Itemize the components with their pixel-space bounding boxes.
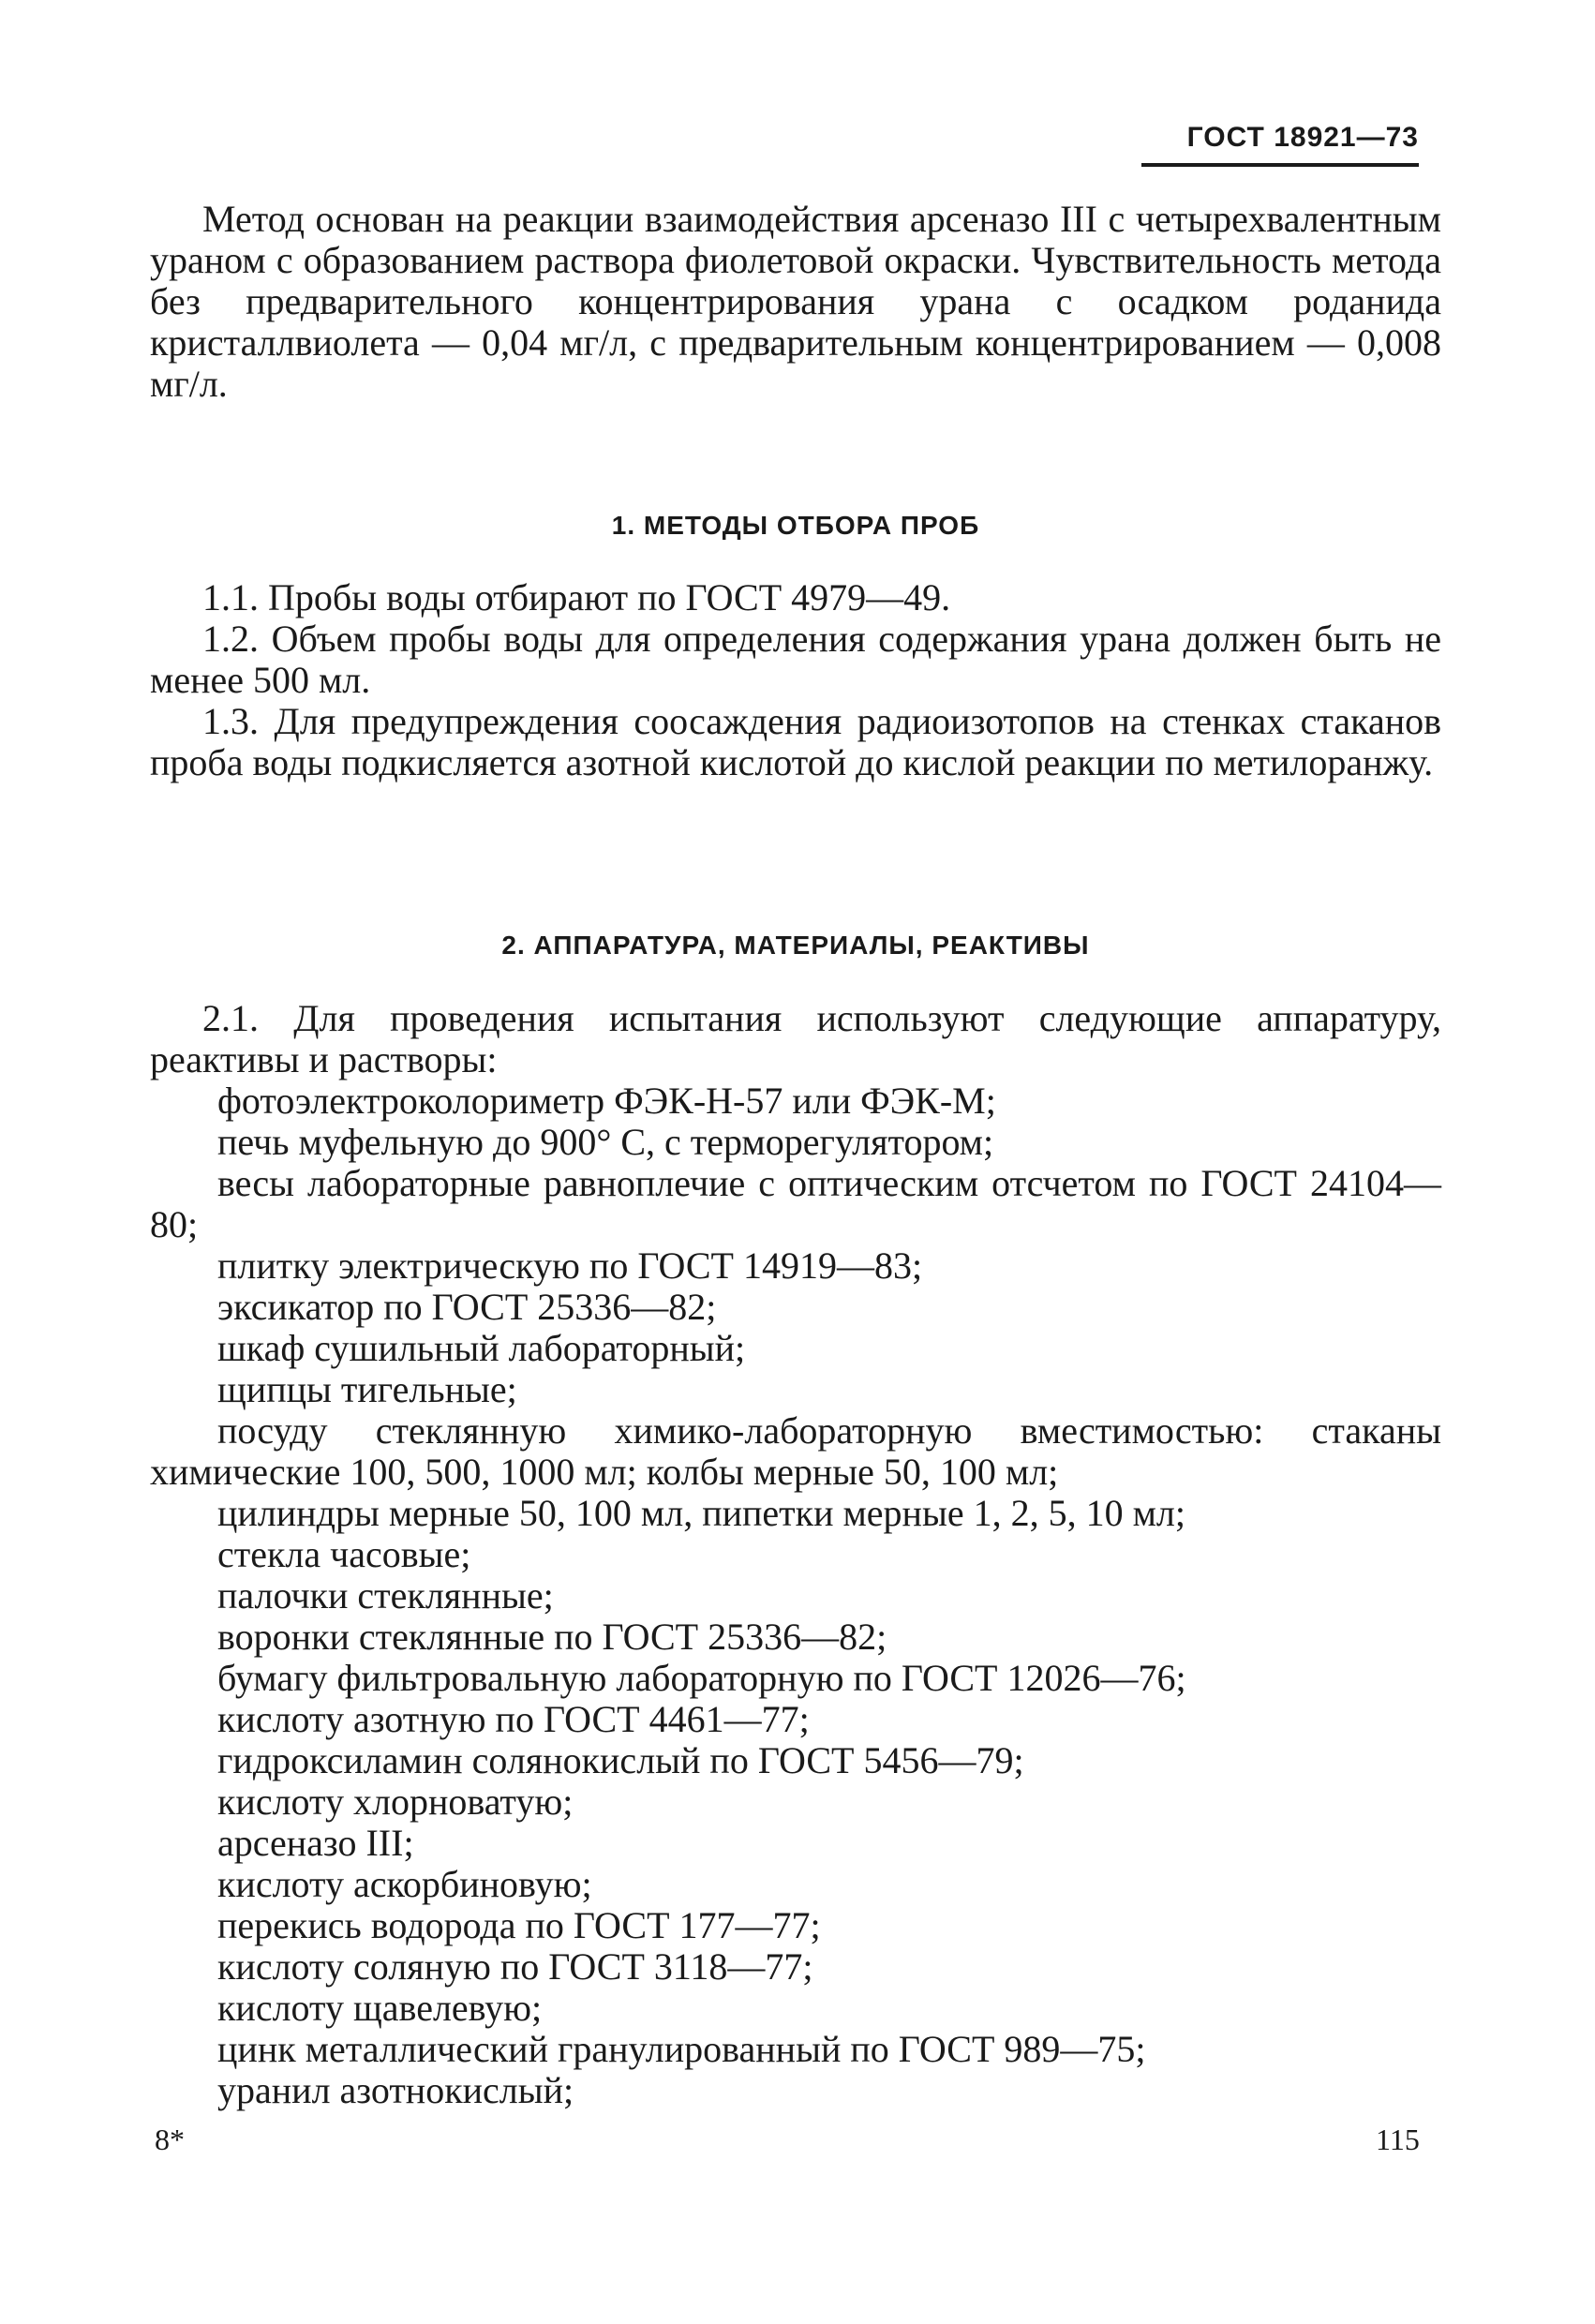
apparatus-list bbox=[150, 1080, 1441, 2111]
list-item: плитку электрическую по ГОСТ 14919—83; bbox=[217, 1244, 923, 1287]
section-1-title: 1. МЕТОДЫ ОТБОРА ПРОБ bbox=[611, 511, 980, 540]
paragraph-1-2: 1.2. Объем пробы воды для определения содержания урана должен быть не менее 500 мл. bbox=[150, 618, 1441, 701]
list-item: щипцы тигельные; bbox=[217, 1368, 517, 1410]
intro-paragraph: Метод основан на реакции взаимодействия арсеназо III с четырехвалентным ураном с образованием раствора фиолетовой окраски. Чувствительность метода без предварительного концентрирования урана с осадком роданида кристаллвиолета — 0,04 мг/л, с предварительным концентрированием — 0,008 мг/л. bbox=[150, 198, 1441, 405]
list-item: эксикатор по ГОСТ 25336—82; bbox=[217, 1286, 717, 1328]
paragraph-2-1: 2.1. Для проведения испытания используют следующие аппаратуру, реактивы и растворы: bbox=[150, 997, 1441, 1080]
list-item: кислоту соляную по ГОСТ 3118—77; bbox=[217, 1945, 813, 1988]
list-item: посуду стеклянную химико-лабораторную вместимостью: стаканы химические 100, 500, 1000 мл; колбы мерные 50, 100 мл; bbox=[150, 1409, 1441, 1493]
list-item: арсеназо III; bbox=[217, 1822, 414, 1864]
list-item: фотоэлектроколориметр ФЭК-Н-57 или ФЭК-М; bbox=[217, 1080, 996, 1122]
list-item: кислоту азотную по ГОСТ 4461—77; bbox=[217, 1698, 810, 1740]
paragraph-1-1: 1.1. Пробы воды отбирают по ГОСТ 4979—49. bbox=[202, 576, 951, 618]
list-item: кислоту аскорбиновую; bbox=[217, 1863, 592, 1905]
list-item: бумагу фильтровальную лабораторную по ГОСТ 12026—76; bbox=[217, 1657, 1186, 1699]
section-1-body bbox=[150, 577, 1441, 783]
section-2-title: 2. АППАРАТУРА, МАТЕРИАЛЫ, РЕАКТИВЫ bbox=[501, 931, 1090, 960]
list-item: печь муфельную до 900° С, с терморегулятором; bbox=[217, 1121, 994, 1163]
list-item: кислоту щавелевую; bbox=[217, 1987, 543, 2029]
sheet-mark: 8* bbox=[155, 2123, 185, 2156]
list-item: воронки стеклянные по ГОСТ 25336—82; bbox=[217, 1616, 887, 1658]
paragraph-1-3: 1.3. Для предупреждения соосаждения радиоизотопов на стенках стаканов проба воды подкисляется азотной кислотой до кислой реакции по метилоранжу. bbox=[150, 700, 1441, 783]
page-number: 115 bbox=[1376, 2123, 1420, 2156]
list-item: палочки стеклянные; bbox=[217, 1574, 554, 1616]
list-item: весы лабораторные равноплечие с оптическим отсчетом по ГОСТ 24104—80; bbox=[150, 1162, 1441, 1245]
section-2-body bbox=[150, 998, 1441, 2111]
list-item: шкаф сушильный лабораторный; bbox=[217, 1327, 746, 1369]
intro-block bbox=[150, 199, 1441, 405]
list-item: гидроксиламин солянокислый по ГОСТ 5456—79; bbox=[217, 1739, 1024, 1781]
standard-code-header: ГОСТ 18921—73 bbox=[1141, 122, 1419, 167]
list-item: кислоту хлорноватую; bbox=[217, 1780, 574, 1823]
list-item: перекись водорода по ГОСТ 177—77; bbox=[217, 1904, 821, 1946]
list-item: цинк металлический гранулированный по ГОСТ 989—75; bbox=[217, 2028, 1146, 2070]
list-item: цилиндры мерные 50, 100 мл, пипетки мерные 1, 2, 5, 10 мл; bbox=[217, 1492, 1185, 1534]
list-item: уранил азотнокислый; bbox=[217, 2069, 574, 2111]
list-item: стекла часовые; bbox=[217, 1533, 471, 1575]
